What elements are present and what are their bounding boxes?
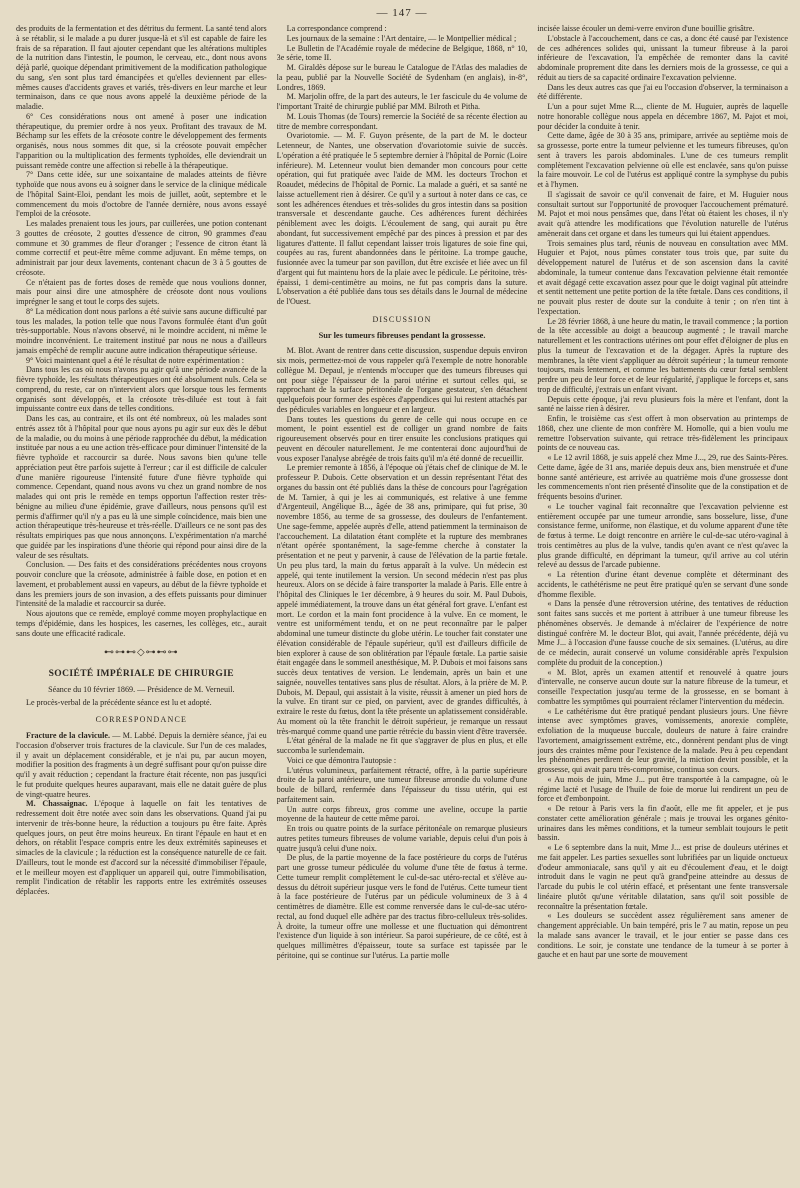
paragraph: M. Giraldès dépose sur le bureau le Catalogue de l'Atlas des maladies de la peau, publié par la Nouvelle Société de Sydenham (en anglais), in-8°, Londres, 1869. xyxy=(276,63,528,92)
column-left xyxy=(16,24,267,1174)
paragraph: L'obstacle à l'accouchement, dans ce cas, a donc été causé par l'existence de ces adhérences solides qui, unissant la tumeur fibreuse à la paroi inférieure de l'excavation, l'a empêchée de remonter dans la cavité abdominale proprement dite dans les derniers mois de la grossesse, ce qui a réduit au tiers de sa capacité ordinaire l'excavation pelvienne. xyxy=(537,33,788,82)
paragraph: « La rétention d'urine étant devenue complète et déterminant des accidents, le cathétérisme ne peut être pratiqué qu'en se servant d'une sonde d'homme flexible. xyxy=(537,570,788,599)
paragraph: Le 28 février 1868, à une heure du matin, le travail commence ; la portion de la tête accessible au doigt a beaucoup augmenté ; le travail marche naturellement et les contractions utérines ont pour effet d'éloigner de plus en plus la tumeur de l'excavation et de la dégager. Après la rupture des membranes, la tête vient s'appliquer au détroit supérieur ; la tumeur remonte toujours, mais lentement, et comme les battements du cœur fœtal semblent perdre un peu de leur force et de leur régularité, j'applique le forceps et, sans trop de difficulté, j'extrais un enfant vivant. xyxy=(537,316,788,394)
paragraph: Les journaux de la semaine : l'Art dentaire, — le Montpellier médical ; xyxy=(286,33,517,43)
paragraph: De plus, de la partie moyenne de la face postérieure du corps de l'utérus part une grosse tumeur pédiculée du volume d'une tête de fœtus à terme. Cette tumeur remplit complètement le cul-de-sac utéro-rectal et s'élève au-dessus du détroit supérieur jusque vers le fond de l'utérus. Cette tumeur tient à la face postérieure de l'utérus par un pédicule volumineux de 3 à 4 centimètres de diamètre. Elle est comme renversée dans le cul-de-sac utéro-rectal, au fond duquel elle adhère par des tractus fibro-celluleux très-solides. À droite, la tumeur offre une mollesse et une fluctuation qui démontrent l'existence d'un liquide à son intérieur. Sa paroi supérieure, de ce côté, est à quelques millimètres d'épaisseur, toute sa surface est tapissée par le péritoine, qui se continue sur l'utérus. La partie molle xyxy=(276,853,528,960)
paragraph: « Le cathétérisme dut être pratiqué pendant plusieurs jours. Une fièvre intense avec symptômes graves, vomissements, anorexie complète, exfoliation de la muqueuse buccale, douleurs de nature à faire craindre l'avortement, amaigrissement extrême, etc., donnèrent pendant plus de vingt jours des craintes même pour l'existence de la malade. Peu à peu cependant les phénomènes perdirent de leur gravité, la miction devint possible, et la grossesse, qui avait paru très-compromise, continua son cours. xyxy=(537,706,788,774)
paragraph: Dans les deux autres cas que j'ai eu l'occasion d'observer, la terminaison a été différente. xyxy=(537,82,788,102)
paragraph: « Le 6 septembre dans la nuit, Mme J... est prise de douleurs utérines et me fait appeler. Les parties sexuelles sont lubrifiées par un liquide onctueux d'odeur ammoniacale, sans qu'il y ait eu d'écoulement d'eau, et le doigt introduit dans le vagin ne peut qu'à grand'peine atteindre au dessus de l'arcade du pubis le col utérin effacé, et présentant une fente transversale linéaire plutôt qu'une véritable dilatation, sans qu'il soit possible de reconnaître la présentation fœtale. xyxy=(537,843,788,911)
correspondence-heading: CORRESPONDANCE xyxy=(95,715,188,725)
paragraph: Ovariotomie. — M. F. Guyon présente, de la part de M. le docteur Letenneur, de Nantes, une observation d'ovariotomie suivie de succès. L'opération a été pratiquée le 5 septembre dernier à l'hôpital de Pornic (Loire inférieure). M. Letenneur voulut bien demander mon concours pour cette opération, qui fut pratiquée avec l'aide de MM. les docteurs Trochon et Roaudet, médecins de l'hôpital de Pornic. La malade a guéri, et sa santé ne laisse actuellement rien à désirer. Ce qu'il y a surtout à noter dans ce cas, ce sont les adhérences étendues et très-solides du gros intestin dans sa position transversale et descendante gauche. Ces adhérences furent déchirées péniblement avec les doigts. L'écoulement de sang, qui aurait pu être abondant, fut successivement empêché par des pinces à pression et par des ligatures d'attente. Il fallut cependant laisser trois ligatures de soie fine qui, coupées au ras, furent abandonnées dans le péritoine. La trompe gauche, fusionnée avec la tumeur par son pavillon, dut être excisée et liée avec un fil d'argent qui fut maintenu hors de la plaie avec le pédicule. Le péritoine, très-épaissi, 1 demi-centimètre au moins, ne fut pas compris dans la suture. L'observation a été publiée dans tous ses détails dans le Journal de médecine de l'Ouest. xyxy=(276,131,528,306)
text-columns xyxy=(16,24,788,1174)
session-line: Séance du 10 février 1869. — Présidence de M. Verneuil. xyxy=(48,684,235,694)
chassaignac-lead: M. Chassaignac. xyxy=(26,799,88,809)
paragraph: Le Bulletin de l'Académie royale de médecine de Belgique, 1868, n° 10, 3e série, tome II. xyxy=(276,43,528,63)
paragraph: L'état général de la malade ne fit que s'aggraver de plus en plus, et elle succomba le surlendemain. xyxy=(276,736,528,755)
page-number: — 147 — xyxy=(376,7,428,19)
paragraph: « Le toucher vaginal fait reconnaître que l'excavation pelvienne est entièrement occupée par une tumeur arrondie, sans bosselure, lisse, d'une consistance ferme, uniforme, non élastique, et du volume apparent d'une tête de fœtus à terme. Le doigt rencontre en arrière le cul-de-sac utéro-vaginal à trois centimètres au plus de la vulve, tandis qu'en avant ce n'est qu'avec la plus grande difficulté, en déprimant la tumeur, qu'il arrive au col utérin relevé au dessus de l'arcade pubienne. xyxy=(537,501,788,570)
paragraph: 6° Ces considérations nous ont amené à poser une indication thérapeutique, du premier ordre à nos yeux. Profitant des travaux de M. Béchamp sur les effets de la créosote contre le développement des ferments organisés, nous nous sommes dit que, si la créosote pouvait empêcher l'apparition ou la multiplication des ferments typhoïdes, elle deviendrait un puissant remède contre une affection si rebelle à la thérapeutique. xyxy=(16,111,267,170)
paragraph: Dans tous les cas où nous n'avons pu agir qu'à une période avancée de la fièvre typhoïde, les résultats thérapeutiques ont été absolument nuls. Cela se comprend, du reste, car on n'intervient alors que lorsque tous les ferments organisés sont développés, et la créosote très-diluée est tout à fait impuissante contre eux dans de telles conditions. xyxy=(16,365,267,414)
paragraph: Dans les cas, au contraire, et ils ont été nombreux, où les malades sont entrés assez tôt à l'hôpital pour que nous ayons pu agir sur eux dès le début de la maladie, ou du moins à une période rapprochée du début, la médication instituée par nous a eu une action très-efficace pour diminuer l'intensité de la fièvre typhoïde et raccourcir sa durée. Nous savons bien qu'une telle appréciation peut être parfois sujette à l'erreur ; car il est difficile de calculer d'une manière rigoureuse l'intensité future d'une fièvre typhoïde qui commence. Cependant, quand nous avons vu chez un grand nombre de nos malades qui ont pris le remède en temps opportun l'affection rester très-bénigne au milieu d'une épidémie, grave d'ailleurs, nous pensons qu'il est permis d'affirmer qu'il n'y a pas eu là une simple coïncidence, mais bien une action thérapeutique très-heureuse et très-réelle. D'ailleurs ce ne sont pas des résultats empiriques pas que nous annonçons. L'expérimentation n'a marché que guidée par les inspirations d'une théorie qui répond pour ainsi dire de la valeur de ses résultats. xyxy=(16,414,267,560)
paragraph: « Au mois de juin, Mme J... put être transportée à la campagne, où le régime lacté et l'usage de l'huile de foie de morue lui rendirent un peu de force et d'embonpoint. xyxy=(537,774,788,804)
fracture-text: — M. Labbé. Depuis la dernière séance, j'ai eu l'occasion d'observer trois fractures de la clavicule. Sur l'un de ces malades, il y avait un déplacement considérable, et je n'ai pu, par aucun moyen, modifier la position des fragments à un degré suffisant pour qu'on puisse dire qu'il y avait réduction ; cependant la fracture était récente, non pas jusqu'ici le fut produite quelques heures auparavant, mais elle ne datait guère de plus de vingt-quatre heures. xyxy=(16,731,267,799)
fracture-lead: Fracture de la clavicule. xyxy=(26,731,110,740)
paragraph: « M. Blot, après un examen attentif et renouvelé à quatre jours d'intervalle, ne conserve aucun doute sur la nature fibreuse de la tumeur, et conseille l'expectation jusqu'au terme de la grossesse, en se bornant à combattre les symptômes qui pourraient réclamer l'intervention du médecin. xyxy=(537,667,788,706)
paragraph: Le premier remonte à 1856, à l'époque où j'étais chef de clinique de M. le professeur P. Dubois. Cette observation et un dessin représentant l'état des organes du bassin ont été publiés dans la thèse de concours pour l'agrégation de M. Tarnier, à qui je les ai communiqués, est relative à une femme d'Argenteuil, Angélique B..., âgée de 38 ans, primipare, qui fut prise, 30 novembre 1856, au terme de sa grossesse, des douleurs de l'enfantement. Une sage-femme, appelée auprès d'elle, attend patiemment la terminaison de l'accouchement. La dilatation étant complète et la rupture des membranes n'étant opérée spontanément, la sage-femme cherche à constater la présentation et ne peut y parvenir, à cause de l'élévation de la partie fœtale. Un peu plus tard, la main du fœtus apparaît à la vulve. Un médecin est appelé, qui tente inutilement la version. Un second médecin n'est pas plus heureux. Alors on se décide à faire transporter la malade à Paris. Elle entre à l'hôpital des Cliniques le 1er décembre, à 9 heures du soir. M. Paul Dubois, appelé immédiatement, la trouve dans un état général fort grave. L'enfant est mort. Le cordon et la main font procidence à la vulve. En ce moment, le ventre est uniformément tendu, et on ne peut reconnaître par le palper abdominal une tumeur distincte du globe utérin. Le toucher fait constater une élévation considérable de l'épaule supérieur, qu'il est d'ailleurs difficile de bien explorer à cause de son oblitération par l'épaule fœtale. La partie saisie était engagée dans le sommeil anesthésique, M. P. Dubois et moi faisons sans succès deux tentatives de version. Le lendemain, après un bain et une saignée, nouvelles tentatives sans plus de résultat. Alors, à la prière de M. P. Dubois, M. Depaul, qui assistait à la visite, réussit à amener un pied hors de la vulve. En tirant sur ce pied, on parvient, avec de grandes difficultés, à extraire le reste du fœtus, dont la tête présente un aplatissement considérable. Au moment où la tête franchit le détroit supérieur, je remarque un ressaut très-marqué comme quand une partie rétrécie du bassin vient d'être traversée. xyxy=(276,463,528,736)
paragraph: 7° Dans cette idée, sur une soixantaine de malades atteints de fièvre typhoïde que nous avons eu à soigner dans le service de la clinique médicale de l'hôpital Saint-Eloi, pendant les mois de juillet, août, septembre et le commencement du mois d'octobre de l'année dernière, nous avons essayé l'emploi de la créosote. xyxy=(16,170,267,219)
paragraph: Voici ce que démontra l'autopsie : xyxy=(286,755,397,765)
paragraph: « Dans la pensée d'une rétroversion utérine, des tentatives de réduction sont faites sans succès et me portent à attribuer à une tumeur fibreuse les phénomènes observés. Je demande à m'éclairer de l'expérience de notre distingué confrère M. le docteur Blot, qui avait, l'année précédente, déjà vu Mme J... à l'occasion d'une fausse couche de six semaines. (L'utérus, au dire de ce médecin, aurait conservé un volume considérable après l'expulsion complète du produit de la conception.) xyxy=(537,599,788,667)
ornamental-divider: ⊷⊶⊷◇⊶⊷⊶ xyxy=(103,647,179,659)
paragraph: M. Louis Thomas (de Tours) remercie la Société de sa récente élection au titre de membre correspondant. xyxy=(276,111,528,131)
paragraph: Cette dame, âgée de 30 à 35 ans, primipare, arrivée au septième mois de sa grossesse, porte entre la tumeur pelvienne et les tumeurs fibreuses, qu'on sent à travers les parois abdominales. L'une de ces tumeurs remplit complètement l'excavation pelvienne où elle est enclavée, sans qu'on puisse la faire mouvoir. Le col de l'utérus est appliqué contre la symphyse du pubis et à l'hymen. xyxy=(537,131,788,189)
paragraph: Ce n'étaient pas de fortes doses de remède que nous voulions donner, mais pour ainsi dire une atmosphère de créosote dont nous voulions imprégner le sang et tout le corps des sujets. xyxy=(16,277,267,306)
paragraph: 9° Voici maintenant quel a été le résultat de notre expérimentation : xyxy=(26,355,245,365)
paragraph: En trois ou quatre points de la surface péritonéale on remarque plusieurs autres petites tumeurs fibreuses de volume variable, depuis celui d'un pois à quatre jusqu'à celui d'une noix. xyxy=(276,824,528,853)
paragraph: L'un a pour sujet Mme R..., cliente de M. Huguier, auprès de laquelle notre honorable collègue nous appela en décembre 1867, M. Pajot et moi, pour décider la conduite à tenir. xyxy=(537,102,788,131)
paragraph: M. Marjolin offre, de la part des auteurs, le 1er fascicule du 4e volume de l'important Traité de chirurgie publié par MM. Bilroth et Pitha. xyxy=(276,92,528,111)
column-right xyxy=(537,24,788,1174)
chassaignac-text: L'époque à laquelle on fait les tentatives de redressement doit être notée avec soin dans les observations. Quand j'ai pu intervenir de très-bonne heure, la réduction a toujours pu être faite. Après quelques jours, on peut être moins heureux. En tirant l'épaule en haut et en dehors, on rétablit l'espace compris entre les deux extrémités sapineuses et simacles de la clavicule ; la réduction est la conséquence naturelle de ce fait. D'ailleurs, tout le monde est d'accord sur la nécessité d'immobiliser l'épaule, et le meilleur moyen est d'appliquer un appareil qui, outre l'immobilisation, remplit l'indication de rétablir les rapports entre les extrémités osseuses déplacées. xyxy=(16,799,267,896)
paragraph: L'utérus volumineux, parfaitement rétracté, offre, à la partie supérieure droite de la paroi antérieure, une tumeur fibreuse arrondie du volume d'une boule de billard, renfermée dans l'épaisseur du tissu utérin, qui est parfaitement sain. xyxy=(276,765,528,804)
column-middle xyxy=(277,24,528,1174)
paragraph: Enfin, le troisième cas s'est offert à mon observation au printemps de 1868, chez une cliente de mon confrère M. Homolle, qui a bien voulu me remettre l'observation suivante, qui retrace très-fidèlement les principaux points de ce nouveau cas. xyxy=(537,414,788,453)
paragraph: des produits de la fermentation et des détritus du ferment. La santé tend alors à se rétablir, si le malade a pu durer jusque-là et s'il est capable de faire les frais de sa réparation. Il faut ajouter cependant que les altérations multiples de la nutrition dans l'intestin, le poumon, le cerveau, etc., dont nous avons déjà parlé, quoique dépendant primitivement de la modification pathologique du sang, s'en sont plus tard émancipées et qu'elles deviennent par elles-mêmes causes d'accidents graves et variés, très-divers en leur marche et leur terminaison, dans ce que nous avons appelé la deuxième période de la maladie. xyxy=(16,24,267,111)
discussion-heading: DISCUSSION xyxy=(372,314,432,324)
paragraph: Conclusion. — Des faits et des considérations précédentes nous croyons pouvoir conclure que la créosote, administrée à faible dose, en potion et en lavement, et probablement aussi en vapeurs, au début de la fièvre typhoïde et dans les premiers jours de son invasion, a des effets puissants pour diminuer l'intensité de la maladie et raccourcir sa durée. xyxy=(16,560,267,609)
paragraph: « De retour à Paris vers la fin d'août, elle me fit appeler, et je pus constater cette amélioration générale ; mais je trouvai les organes génito-urinaires dans les mêmes conditions, et la tumeur semblait toujours le petit bassin. xyxy=(537,804,788,843)
paragraph: « Le 12 avril 1868, je suis appelé chez Mme J..., 29, rue des Saints-Pères. Cette dame, âgée de 31 ans, mariée depuis deux ans, bien menstruée et d'une bonne santé antérieure, est arrivée au quatrième mois d'une grossesse dont les commencements n'ont rien présenté d'insolite que de la constipation et de fréquents besoins d'uriner. xyxy=(537,453,788,501)
paragraph: La correspondance comprend : xyxy=(286,24,387,33)
society-title: SOCIÉTÉ IMPÉRIALE DE CHIRURGIE xyxy=(48,669,235,679)
paragraph: Trois semaines plus tard, réunis de nouveau en consultation avec MM. Huguier et Pajot, nous pûmes constater tous trois que, par suite du développement naturel de l'utérus et de son ascension dans la cavité abdominale, la tumeur contenue dans l'excavation pelvienne était remontée et avait dégagé cette excavation assez pour que le doigt vaginal pût atteindre et sentit nettement une petite portion de la tête fœtale. Dans ces conditions, il ne pouvait plus rester de doute sur la conduite à tenir ; on n'en tint à l'expectation. xyxy=(537,238,788,316)
paragraph xyxy=(16,731,267,799)
paragraph xyxy=(16,799,267,897)
paragraph: « Les douleurs se succèdent assez régulièrement sans amener de changement appréciable. Un bain tempéré, pris le 7 au matin, repose un peu la malade sans avancer le travail, et le jour entier se passe dans ces conditions. Le soir, je constate une tendance de la tumeur à se porter à gauche et en haut par une sorte de mouvement xyxy=(537,911,788,960)
paragraph: Dans toutes les questions du genre de celle qui nous occupe en ce moment, le point essentiel est de colliger un grand nombre de faits rigoureusement observés pour en tirer ensuite les conclusions pratiques qui peuvent en découler naturellement. Je me contenterai donc aujourd'hui de vous exposer l'analyse abrégée de trois faits qu'il m'a été donné de recueillir. xyxy=(276,414,528,463)
paragraph: Depuis cette époque, j'ai revu plusieurs fois la mère et l'enfant, dont la santé ne laisse rien à désirer. xyxy=(537,394,788,414)
paragraph: Il s'agissait de savoir ce qu'il convenait de faire, et M. Huguier nous consultait surtout sur l'opportunité de provoquer l'accouchement prématuré. M. Pajot et moi nous pensâmes que, dans l'état où étaient les choses, il n'y avait qu'à attendre les modifications que l'évolution naturelle de l'utérus amènerait dans cet organe et dans les tumeurs qui lui étaient appendues. xyxy=(537,189,788,238)
paragraph: Un autre corps fibreux, gros comme une aveline, occupe la partie moyenne de la hauteur de cette même paroi. xyxy=(276,804,528,824)
paragraph: 8° La médication dont nous parlons a été suivie sans aucune difficulté par tous les malades, la potion telle que nous l'avons formulée étant d'un goût très-supportable. Nous n'avons observé, ni le moindre accident, ni même le moindre inconvénient. Le traitement institué par nous ne nous a d'ailleurs jamais empêché de remplir aucune autre indication thérapeutique sérieuse. xyxy=(16,306,267,355)
paragraph: incisée laisse écouler un demi-verre environ d'une bouillie grisâtre. xyxy=(537,24,755,33)
paragraph: Les malades prenaient tous les jours, par cuillerées, une potion contenant 3 gouttes de créosote, 2 gouttes d'essence de citron, 90 grammes d'eau commune et 30 grammes de fleur d'oranger ; l'essence de citron étant là comme correctif et peut-être même comme adjuvant. En même temps, on administrait par jour deux lavements, contenant chacun de 3 à 5 gouttes de créosote. xyxy=(16,219,267,277)
discussion-title: Sur les tumeurs fibreuses pendant la grossesse. xyxy=(318,330,486,340)
paragraph: M. Blot. Avant de rentrer dans cette discussion, suspendue depuis environ six mois, permettez-moi de vous rappeler qu'à l'exemple de notre honorable collègue M. Depaul, je n'entends m'occuper que des tumeurs fibreuses qui ont pour siège l'épaisseur de la paroi utérine et surtout celles qui, se rapprochant de la surface péritonéale de l'organe gestateur, s'en détachent quelquefois pour former des espèces d'appendices qui lui restent attachés par des pédicules variables en longueur et en largeur. xyxy=(276,346,528,414)
minutes-line: Le procès-verbal de la précédente séance est lu et adopté. xyxy=(26,697,212,707)
paragraph: Nous ajoutons que ce remède, employé comme moyen prophylactique en temps d'épidémie, dans les hospices, les casernes, les collèges, etc., aurait sans doute une efficacité radicale. xyxy=(16,609,267,638)
